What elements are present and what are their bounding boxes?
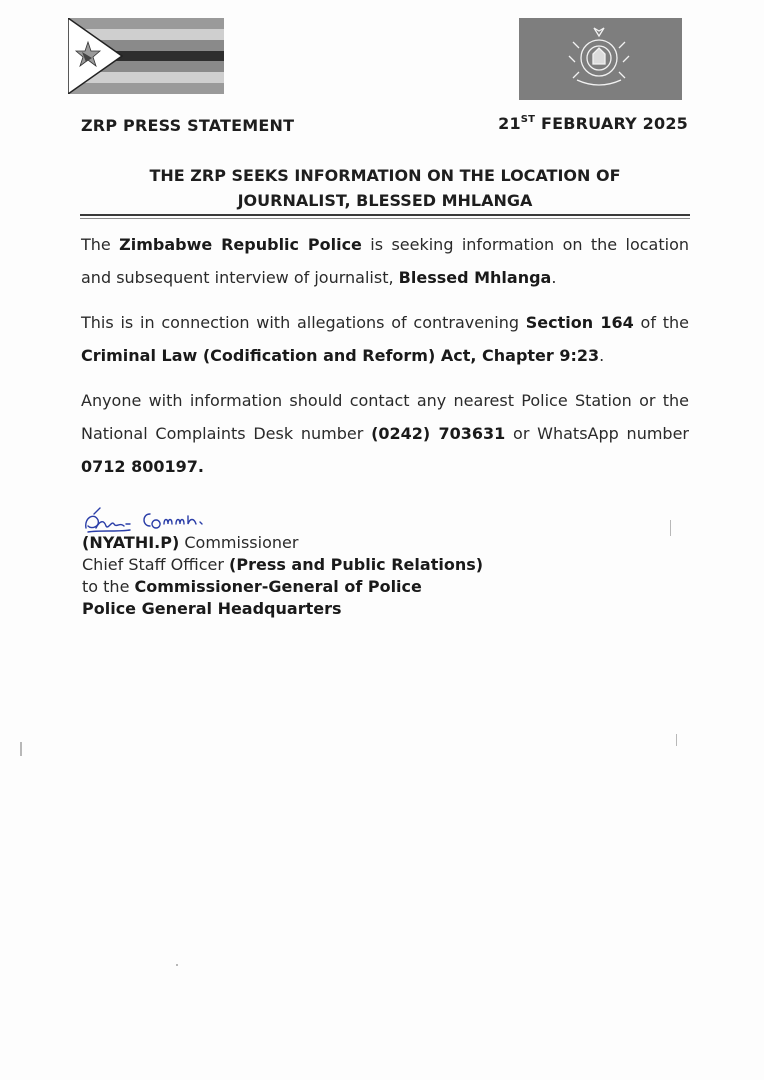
p1-text-2: is seeking information on the location and subsequent interview of journalist, (81, 235, 690, 287)
statement-date (498, 114, 688, 133)
scan-mark (20, 742, 22, 756)
signatory-line (82, 532, 483, 554)
p3-bold-1: (0242) 703631 (371, 424, 506, 443)
title-divider (80, 214, 690, 216)
date-suffix: ST (520, 113, 536, 125)
p2-text-2: of the (633, 313, 690, 332)
zrp-emblem-icon (519, 18, 682, 100)
zimbabwe-flag-icon (68, 18, 224, 94)
signature-block (82, 532, 483, 620)
p2-text-1: This is in connection with allegations of contravening (81, 313, 526, 332)
paragraph-3 (81, 384, 689, 483)
signatory-role-line (82, 554, 483, 576)
date-day: 21 (498, 114, 521, 133)
p3-text-1: Anyone with information should contact any nearest Police Station or the National Complaints Desk number (81, 391, 689, 443)
p2-bold-2: Criminal Law (Codification and Reform) Act, Chapter 9:23 (81, 346, 600, 365)
p3-bold-2: 0712 800197. (81, 457, 204, 476)
scan-mark (670, 520, 671, 536)
p2-text-3: . (599, 346, 605, 365)
p3-text-2: or WhatsApp number (505, 424, 690, 443)
title-line-2: JOURNALIST, BLESSED MHLANGA (237, 191, 533, 210)
p1-bold-2: Blessed Mhlanga (398, 268, 552, 287)
signatory-rank: Commissioner (179, 533, 299, 552)
statement-label: ZRP PRESS STATEMENT (81, 116, 295, 135)
p2-bold-1: Section 164 (525, 313, 634, 332)
p1-text-1: The (81, 235, 120, 254)
signatory-role-prefix: Chief Staff Officer (82, 555, 230, 574)
signatory-role: (Press and Public Relations) (229, 555, 484, 574)
title-divider-thin (80, 218, 690, 219)
signatory-hq-line (82, 598, 483, 620)
paragraph-1 (81, 228, 689, 294)
paragraph-2 (81, 306, 689, 372)
date-month-year: FEBRUARY 2025 (541, 114, 688, 133)
statement-title (80, 163, 690, 213)
signatory-to-prefix: to the (82, 577, 135, 596)
p1-bold-1: Zimbabwe Republic Police (119, 235, 362, 254)
p1-text-3: . (551, 268, 557, 287)
signatory-to: Commissioner-General of Police (134, 577, 422, 596)
signatory-to-line (82, 576, 483, 598)
signatory-name: (NYATHI.P) (82, 533, 180, 552)
scan-mark (676, 734, 677, 746)
scan-mark (176, 964, 178, 966)
signatory-hq: Police General Headquarters (82, 599, 342, 618)
title-line-1: THE ZRP SEEKS INFORMATION ON THE LOCATION OF (149, 166, 621, 185)
